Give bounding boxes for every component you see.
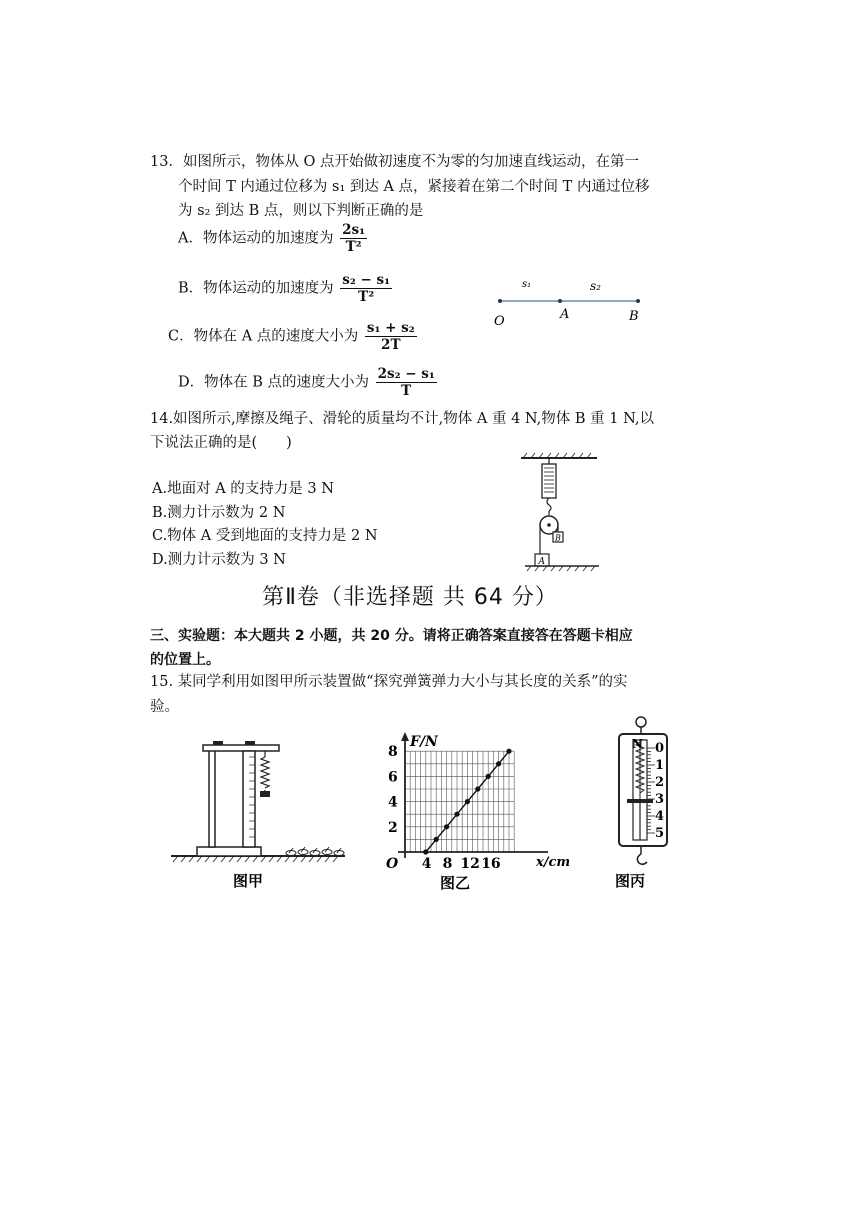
point-b-label: B xyxy=(629,309,639,324)
scale-mark-1: 1 xyxy=(655,758,665,773)
q13-stem-line-3: 为 s₂ 到达 B 点，则以下判断正确的是 xyxy=(178,203,424,219)
spare-weights xyxy=(286,847,344,856)
q13-option-b xyxy=(178,272,392,305)
scale-mark-3: 3 xyxy=(655,792,665,807)
y-tick-label: 6 xyxy=(388,769,398,786)
q13-option-b-fraction xyxy=(340,272,392,305)
hanging-weight xyxy=(260,791,270,797)
y-tick-label: 2 xyxy=(388,819,398,836)
section-title: 第Ⅱ卷（非选择题 共 64 分） xyxy=(262,585,558,610)
q14-pulley-diagram xyxy=(515,452,605,574)
data-point xyxy=(434,837,439,842)
y-tick-label: 4 xyxy=(388,794,398,811)
figure-jia-apparatus xyxy=(165,735,355,895)
x-tick-label: 8 xyxy=(442,856,453,872)
block-b-label: B xyxy=(555,533,561,543)
data-point xyxy=(454,812,459,817)
ruler xyxy=(243,751,255,847)
origin-label: O xyxy=(386,856,399,872)
q13-stem-line-1: 13．如图所示，物体从 O 点开始做初速度不为零的匀加速直线运动，在第一 xyxy=(150,154,640,170)
q14-option-c: C.物体 A 受到地面的支持力是 2 N xyxy=(152,528,378,544)
q13-option-a xyxy=(178,222,367,255)
q13-option-d-fraction xyxy=(376,366,437,399)
q13-option-a-fraction xyxy=(340,222,367,255)
fraction-denominator: T² xyxy=(345,239,362,255)
x-tick-label: 4 xyxy=(421,856,432,872)
data-point xyxy=(444,824,449,829)
q14-stem-line-1: 14.如图所示,摩擦及绳子、滑轮的质量均不计,物体 A 重 4 N,物体 B 重 1 N,以 xyxy=(150,411,654,427)
scale-mark-5: 5 xyxy=(655,826,665,841)
data-point xyxy=(496,761,501,766)
fraction-denominator: T² xyxy=(358,289,375,305)
q15-stem-line-2: 验。 xyxy=(150,699,179,715)
figure-jia-caption: 图甲 xyxy=(233,872,264,890)
data-point xyxy=(465,799,470,804)
y-axis-arrow xyxy=(401,732,409,741)
y-tick-label: 8 xyxy=(388,744,398,761)
chart-grid xyxy=(405,751,514,852)
block-a-label: A xyxy=(538,557,545,567)
q14-stem-line-2: 下说法正确的是( ) xyxy=(150,435,292,451)
fraction-numerator: 2s₁ xyxy=(342,222,366,238)
point-a-label: A xyxy=(560,307,570,322)
fraction-denominator: 2T xyxy=(381,337,401,353)
s2-label: s₂ xyxy=(590,279,601,293)
figure-yi-chart xyxy=(378,728,588,893)
scale-mark-2: 2 xyxy=(655,775,665,790)
q13-option-c-fraction xyxy=(365,320,417,353)
point-a-dot xyxy=(558,299,562,303)
stand-pole xyxy=(209,747,215,847)
data-point xyxy=(486,774,491,779)
fraction-numerator: 2s₂ − s₁ xyxy=(377,366,435,382)
q14-option-b: B.测力计示数为 2 N xyxy=(152,505,286,521)
data-point xyxy=(506,749,511,754)
part3-heading-line-1: 三、实验题：本大题共 2 小题，共 20 分。请将正确答案直接答在答题卡相应 xyxy=(150,628,633,644)
x-tick-label: 16 xyxy=(481,856,501,872)
x-axis-label: x/cm xyxy=(536,855,571,870)
q15-stem-line-1: 15. 某同学利用如图甲所示装置做“探究弹簧弹力大小与其长度的关系”的实 xyxy=(150,674,628,690)
q13-option-a-text: A．物体运动的加速度为 xyxy=(178,230,334,247)
q13-motion-diagram xyxy=(490,275,650,330)
top-ring xyxy=(636,717,646,727)
q13-option-c xyxy=(168,320,417,353)
x-tick-label: 12 xyxy=(460,856,480,872)
figure-bing-spring-scale xyxy=(605,712,690,892)
y-axis-label: F/N xyxy=(410,734,438,750)
stand-base xyxy=(197,847,261,856)
spring xyxy=(261,757,269,788)
scale-mark-4: 4 xyxy=(655,809,665,824)
s1-label: s₁ xyxy=(522,279,532,290)
bottom-hook xyxy=(637,854,647,864)
q13-option-c-text: C．物体在 A 点的速度大小为 xyxy=(168,328,359,345)
unit-letter: N xyxy=(632,737,643,751)
data-point xyxy=(475,786,480,791)
point-o-dot xyxy=(498,299,502,303)
part3-heading-line-2: 的位置上。 xyxy=(150,652,220,668)
fraction-denominator: T xyxy=(401,383,412,399)
q13-option-b-text: B．物体运动的加速度为 xyxy=(178,280,334,297)
fraction-numerator: s₁ + s₂ xyxy=(366,320,415,336)
point-b-dot xyxy=(636,299,640,303)
figure-bing-caption: 图丙 xyxy=(615,872,646,890)
scale-mark-0: 0 xyxy=(655,741,665,756)
spring-scale xyxy=(542,464,556,498)
fraction-numerator: s₂ − s₁ xyxy=(342,272,391,288)
q14-option-a: A.地面对 A 的支持力是 3 N xyxy=(152,481,334,497)
crossbar xyxy=(203,745,279,751)
data-point xyxy=(423,849,428,854)
q13-option-d xyxy=(178,366,437,399)
q14-option-d: D.测力计示数为 3 N xyxy=(152,552,286,568)
point-o-label: O xyxy=(494,314,505,329)
q13-option-d-text: D．物体在 B 点的速度大小为 xyxy=(178,374,369,391)
q13-stem-line-2: 个时间 T 内通过位移为 s₁ 到达 A 点，紧接着在第二个时间 T 内通过位移 xyxy=(178,179,650,195)
figure-yi-caption: 图乙 xyxy=(440,874,471,892)
